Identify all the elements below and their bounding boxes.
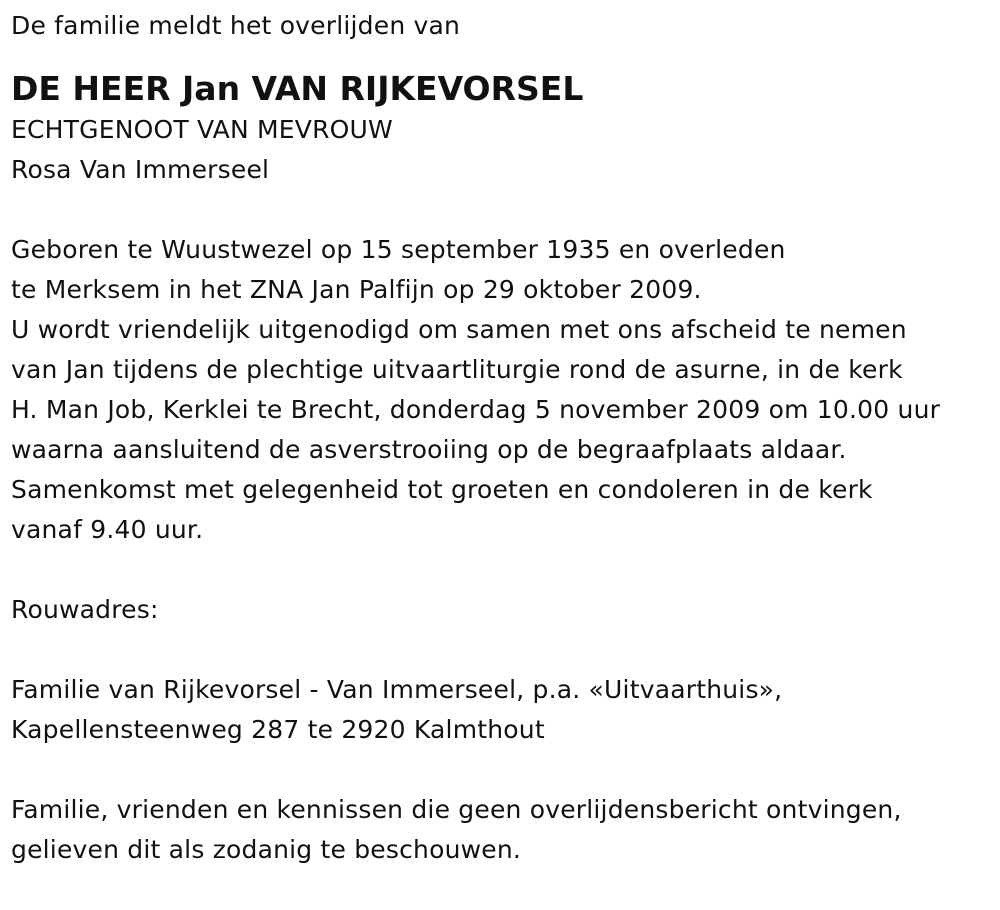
body-line: U wordt vriendelijk uitgenodigd om samen met ons afscheid te nemen (11, 315, 907, 344)
body-line: H. Man Job, Kerklei te Brecht, donderdag 5 november 2009 om 10.00 uur (11, 395, 941, 424)
spacer (11, 750, 991, 790)
death-notice (11, 0, 991, 870)
spacer (11, 550, 991, 590)
spacer (11, 630, 991, 670)
body-line: vanaf 9.40 uur. (11, 515, 204, 544)
body-line: Samenkomst met gelegenheid tot groeten en condoleren in de kerk (11, 475, 873, 504)
address-label: Rouwadres: (11, 595, 159, 624)
closing-line: Familie, vrienden en kennissen die geen overlijdensbericht ontvingen, (11, 795, 902, 824)
body-paragraph (11, 230, 991, 550)
address-line: Kapellensteenweg 287 te 2920 Kalmthout (11, 715, 545, 744)
closing-line: gelieven dit als zodanig te beschouwen. (11, 835, 522, 864)
body-line: Geboren te Wuustwezel op 15 september 1935 en overleden (11, 235, 786, 264)
spouse-name: Rosa Van Immerseel (11, 155, 270, 184)
spouse-title: ECHTGENOOT VAN MEVROUW (11, 115, 393, 144)
closing-paragraph (11, 790, 991, 870)
address-line: Familie van Rijkevorsel - Van Immerseel, p.a. «Uitvaarthuis», (11, 675, 783, 704)
deceased-name: DE HEER Jan VAN RIJKEVORSEL (11, 69, 584, 108)
spacer (11, 190, 991, 230)
body-line: van Jan tijdens de plechtige uitvaartliturgie rond de asurne, in de kerk (11, 355, 903, 384)
intro-text: De familie meldt het overlijden van (11, 11, 461, 40)
body-line: te Merksem in het ZNA Jan Palfijn op 29 oktober 2009. (11, 275, 702, 304)
body-line: waarna aansluitend de asverstrooiing op de begraafplaats aldaar. (11, 435, 847, 464)
address-block (11, 670, 991, 750)
